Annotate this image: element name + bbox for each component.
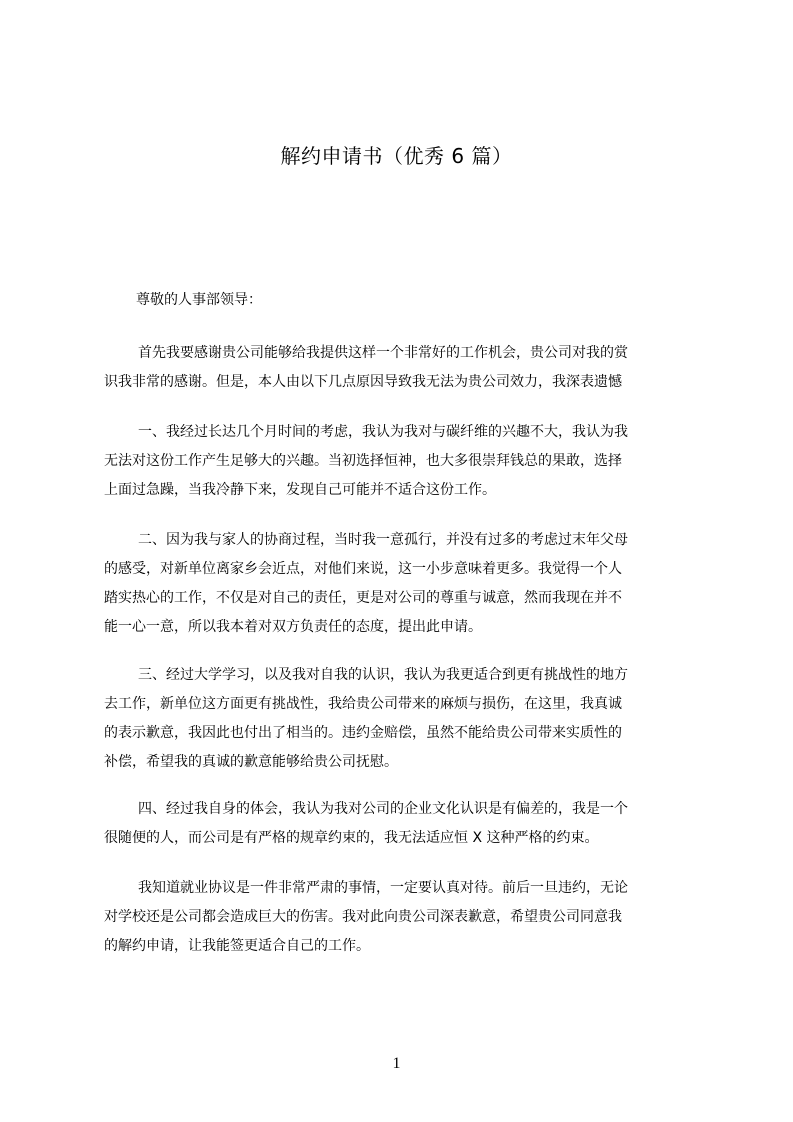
paragraph-line: 四、经过我自身的体会，我认为我对公司的企业文化认识是有偏差的，我是一个 [138,801,628,817]
paragraph-line: 去工作，新单位这方面更有挑战性，我给贵公司带来的麻烦与损伤，在这里，我真诚 [104,696,622,712]
paragraph-line: 上面过急躁，当我冷静下来，发现自己可能并不适合这份工作。 [104,482,496,498]
paragraph-line: 踏实热心的工作，不仅是对自己的责任，更是对公司的尊重与诚意，然而我现在并不 [104,590,622,606]
paragraph-line: 能一心一意，所以我本着对双方负责任的态度，提出此申请。 [104,619,482,635]
paragraph-reason-one [104,418,700,505]
paragraph-reason-four [104,795,700,853]
paragraph-line: 的解约申请，让我能签更适合自己的工作。 [104,938,370,954]
paragraph-reason-two [104,526,700,642]
paragraph-line: 我知道就业协议是一件非常严肃的事情，一定要认真对待。前后一旦违约，无论 [138,880,628,896]
document-title: 解约申请书（优秀 6 篇） [280,144,513,168]
paragraph-line: 三、经过大学学习，以及我对自我的认识，我认为我更适合到更有挑战性的地方 [138,667,628,683]
paragraph-line: 一、我经过长达几个月时间的考虑，我认为我对与碳纤维的兴趣不大，我认为我 [138,424,628,440]
paragraph-line: 的表示歉意，我因此也付出了相当的。违约金赔偿，虽然不能给贵公司带来实质性的 [104,725,622,741]
paragraph-line: 识我非常的感谢。但是，本人由以下几点原因导致我无法为贵公司效力，我深表遗憾 [104,374,622,390]
salutation: 尊敬的人事部领导： [136,292,262,308]
paragraph-line: 的感受，对新单位离家乡会近点，对他们来说，这一小步意味着更多。我觉得一个人 [104,561,622,577]
paragraph-line: 无法对这份工作产生足够大的兴趣。当初选择恒神，也大多很崇拜钱总的果敢，选择 [104,453,622,469]
paragraph-line: 很随便的人，而公司是有严格的规章约束的，我无法适应恒 X 这种严格的约束。 [104,830,599,846]
paragraph-line: 二、因为我与家人的协商过程，当时我一意孤行，并没有过多的考虑过末年父母 [138,532,628,548]
paragraph-thanks [104,339,700,397]
paragraph-closing [104,874,700,961]
paragraph-line: 补偿，希望我的真诚的歉意能够给贵公司抚慰。 [104,754,398,770]
paragraph-reason-three [104,661,700,777]
paragraph-line: 首先我要感谢贵公司能够给我提供这样一个非常好的工作机会，贵公司对我的赏 [138,345,628,361]
paragraph-line: 对学校还是公司都会造成巨大的伤害。我对此向贵公司深表歉意，希望贵公司同意我 [104,909,622,925]
page-number: 1 [392,1055,401,1072]
